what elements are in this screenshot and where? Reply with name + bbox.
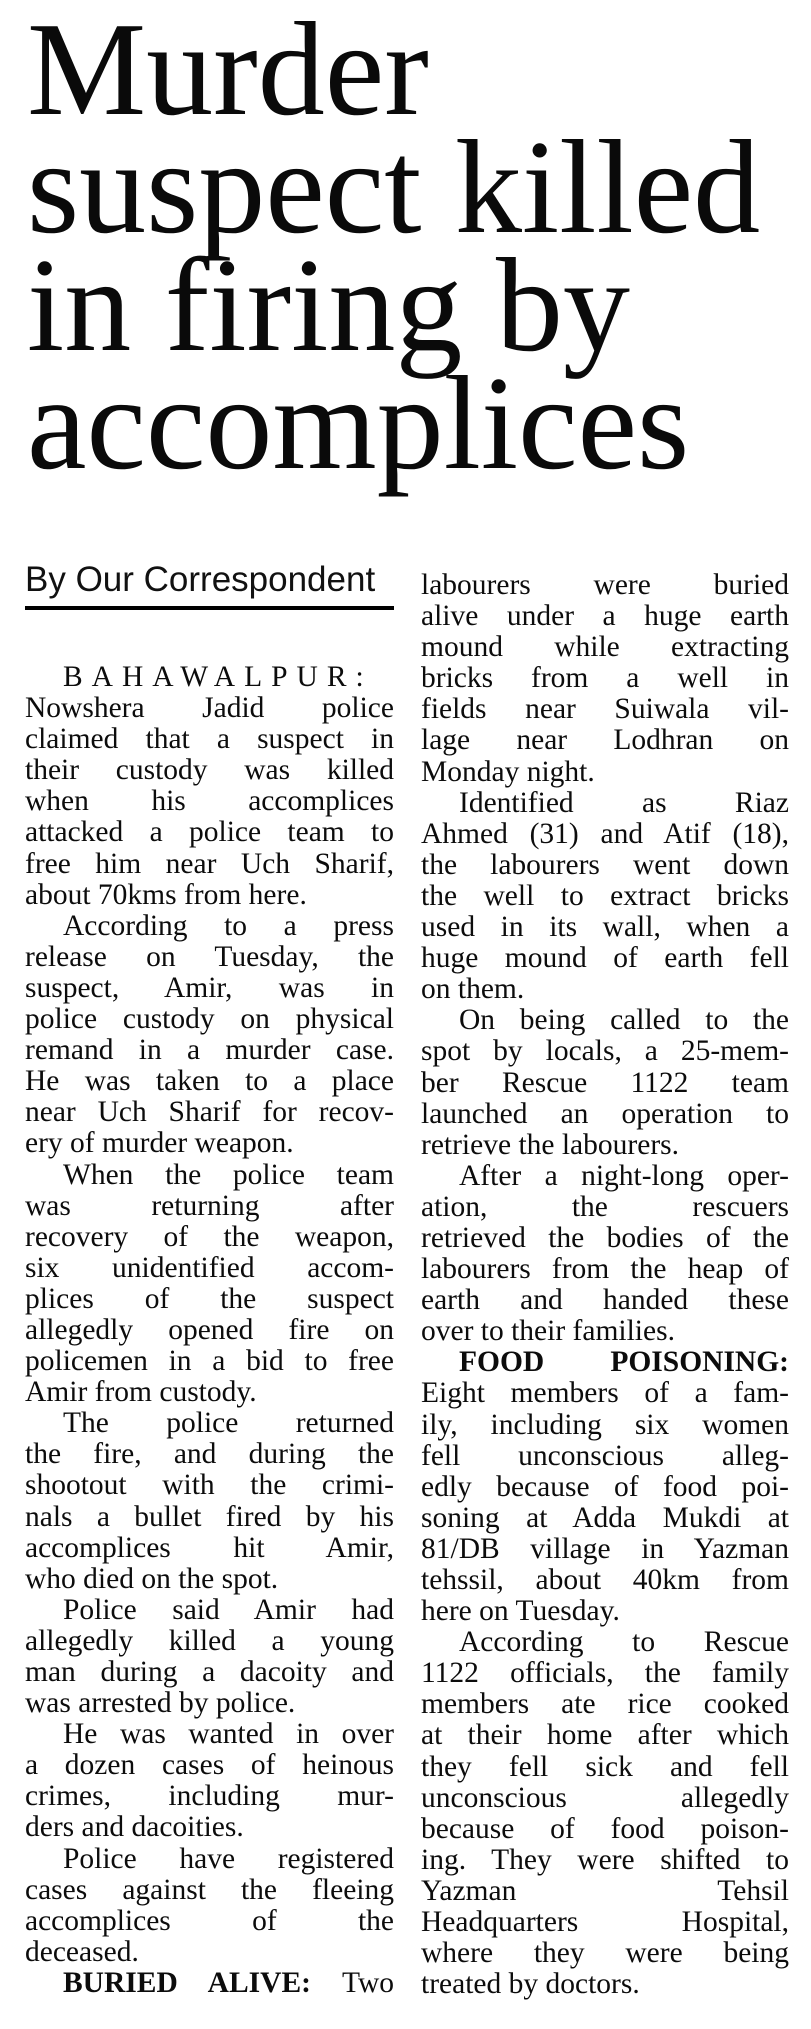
article-line: members ate rice cooked [421, 1688, 789, 1721]
article-line: their custody was killed [25, 754, 394, 787]
article-line: labourers from the heap of [421, 1253, 789, 1286]
article-line: shootout with the crimi- [25, 1469, 394, 1502]
article-line: retrieved the bodies of the [421, 1221, 789, 1254]
article-line: about 70kms from here. [25, 878, 307, 911]
article-line: because of food poison- [421, 1812, 789, 1845]
article-line: Identified as Riaz [459, 786, 789, 819]
headline-line-1: Murder [27, 0, 429, 143]
article-line: at their home after which [421, 1719, 789, 1752]
article-line: 81/DB village in Yazman [421, 1532, 789, 1565]
article-line: claimed that a suspect in [25, 723, 394, 756]
article-line: six unidentified accom- [25, 1251, 394, 1284]
article-line: BAHAWALPUR: [63, 661, 373, 693]
bold-lead-in: FOOD POISONING: [459, 1346, 789, 1379]
article-line: nals a bullet fired by his [25, 1500, 394, 1533]
article-columns [0, 482, 811, 2000]
article-line: ber Rescue 1122 team [421, 1066, 789, 1099]
article-line: Police have registered [63, 1842, 394, 1875]
article-line: Ahmed (31) and Atif (18), [421, 817, 789, 850]
article-line: man during a dacoity and [25, 1656, 394, 1688]
article-line: 1122 officials, the family [421, 1657, 789, 1690]
article-line: ders and dacoities. [25, 1811, 244, 1844]
left-column [25, 482, 394, 1999]
article-line: alive under a huge earth [421, 600, 789, 633]
article-line: suspect, Amir, was in [25, 971, 394, 1004]
article-line: bricks from a well in [421, 662, 789, 695]
article-line: on them. [421, 973, 525, 1006]
article-line: cases against the fleeing [25, 1873, 394, 1906]
article-line: When the police team [63, 1158, 394, 1191]
right-column-text [421, 570, 789, 2000]
article-line: the well to extract bricks [421, 879, 789, 912]
article-line [25, 1968, 394, 1999]
article-line: Nowshera Jadid police [25, 692, 394, 725]
article-line: treated by doctors. [421, 1968, 640, 2001]
article-line: tehssil, about 40km from [421, 1564, 789, 1596]
article-line: On being called to the [459, 1004, 789, 1037]
article-line: ery of murder weapon. [25, 1127, 294, 1160]
article-line: spot by locals, a 25-mem- [421, 1035, 789, 1068]
bold-lead-in: BURIED ALIVE: [63, 1966, 311, 1999]
left-column-text [25, 662, 394, 1999]
headline-line-2: suspect killed [27, 113, 761, 261]
article-line: release on Tuesday, the [25, 940, 394, 973]
article-line: who died on the spot. [25, 1562, 279, 1595]
article-line: allegedly killed a young [25, 1624, 394, 1657]
article-line: attacked a police team to [25, 816, 394, 849]
article-line: labourers were buried [421, 569, 789, 601]
headline [0, 0, 811, 497]
article-line: Monday night. [421, 755, 595, 788]
article-line: crimes, including mur- [25, 1780, 394, 1813]
article-line: police custody on physical [25, 1003, 394, 1036]
article-line: near Uch Sharif for recov- [25, 1096, 394, 1129]
article-line: He was wanted in over [63, 1718, 394, 1751]
article-line: mound while extracting [421, 631, 789, 664]
article-line: soning at Adda Mukdi at [421, 1501, 789, 1534]
article-line: the labourers went down [421, 848, 789, 881]
article-line: The police returned [63, 1407, 394, 1440]
article-line: Headquarters Hospital, [421, 1906, 789, 1939]
article-line: deceased. [25, 1935, 139, 1968]
article-line: allegedly opened fire on [25, 1313, 394, 1346]
article-line: Yazman Tehsil [421, 1874, 789, 1907]
article-line: Eight members of a fam- [421, 1377, 789, 1410]
right-column [421, 482, 789, 2000]
article-line: accomplices of the [25, 1904, 394, 1937]
article-line: earth and handed these [421, 1284, 789, 1317]
article-line: over to their families. [421, 1315, 675, 1348]
article-line: used in its wall, when a [421, 911, 789, 944]
article-line: policemen in a bid to free [25, 1345, 394, 1378]
article-line: He was taken to a place [25, 1065, 394, 1098]
article-line: After a night-long oper- [459, 1159, 789, 1192]
article-line: plices of the suspect [25, 1282, 394, 1315]
article-line: was arrested by police. [25, 1687, 296, 1720]
article-line: recovery of the weapon, [25, 1220, 394, 1253]
article-line: ing. They were shifted to [421, 1843, 789, 1876]
article-line: a dozen cases of heinous [25, 1749, 394, 1782]
article-line: Police said Amir had [63, 1593, 394, 1626]
article-line: According to a press [63, 909, 394, 942]
article-line: launched an operation to [421, 1097, 789, 1130]
article-line: free him near Uch Sharif, [25, 847, 394, 880]
article-line: edly because of food poi- [421, 1470, 789, 1503]
article-line: According to Rescue [459, 1626, 789, 1659]
text-run: Two [310, 1966, 394, 1999]
byline-rule [25, 606, 394, 610]
byline: By Our Correspondent [25, 560, 376, 599]
article-line: huge mound of earth fell [421, 942, 789, 975]
article-line: ily, including six women [421, 1408, 789, 1441]
article-line: here on Tuesday. [421, 1595, 620, 1628]
article-line: they fell sick and fell [421, 1750, 789, 1783]
article-line: unconscious allegedly [421, 1781, 789, 1814]
article-line: fields near Suiwala vil- [421, 693, 789, 726]
article-line: Amir from custody. [25, 1376, 257, 1409]
article-line: when his accomplices [25, 785, 394, 818]
headline-line-3: in firing by [27, 231, 630, 379]
headline-line-4: accomplices [27, 349, 690, 497]
article-line: lage near Lodhran on [421, 724, 789, 757]
article-line: fell unconscious alleg- [421, 1439, 789, 1472]
article-line: the fire, and during the [25, 1438, 394, 1471]
article-line: where they were being [421, 1937, 789, 1970]
article-line [421, 1347, 789, 1378]
article-line: accomplices hit Amir, [25, 1531, 394, 1564]
article-line: was returning after [25, 1189, 394, 1222]
article-line: retrieve the labourers. [421, 1128, 679, 1161]
article-line: ation, the rescuers [421, 1190, 789, 1223]
article-line: remand in a murder case. [25, 1034, 394, 1067]
